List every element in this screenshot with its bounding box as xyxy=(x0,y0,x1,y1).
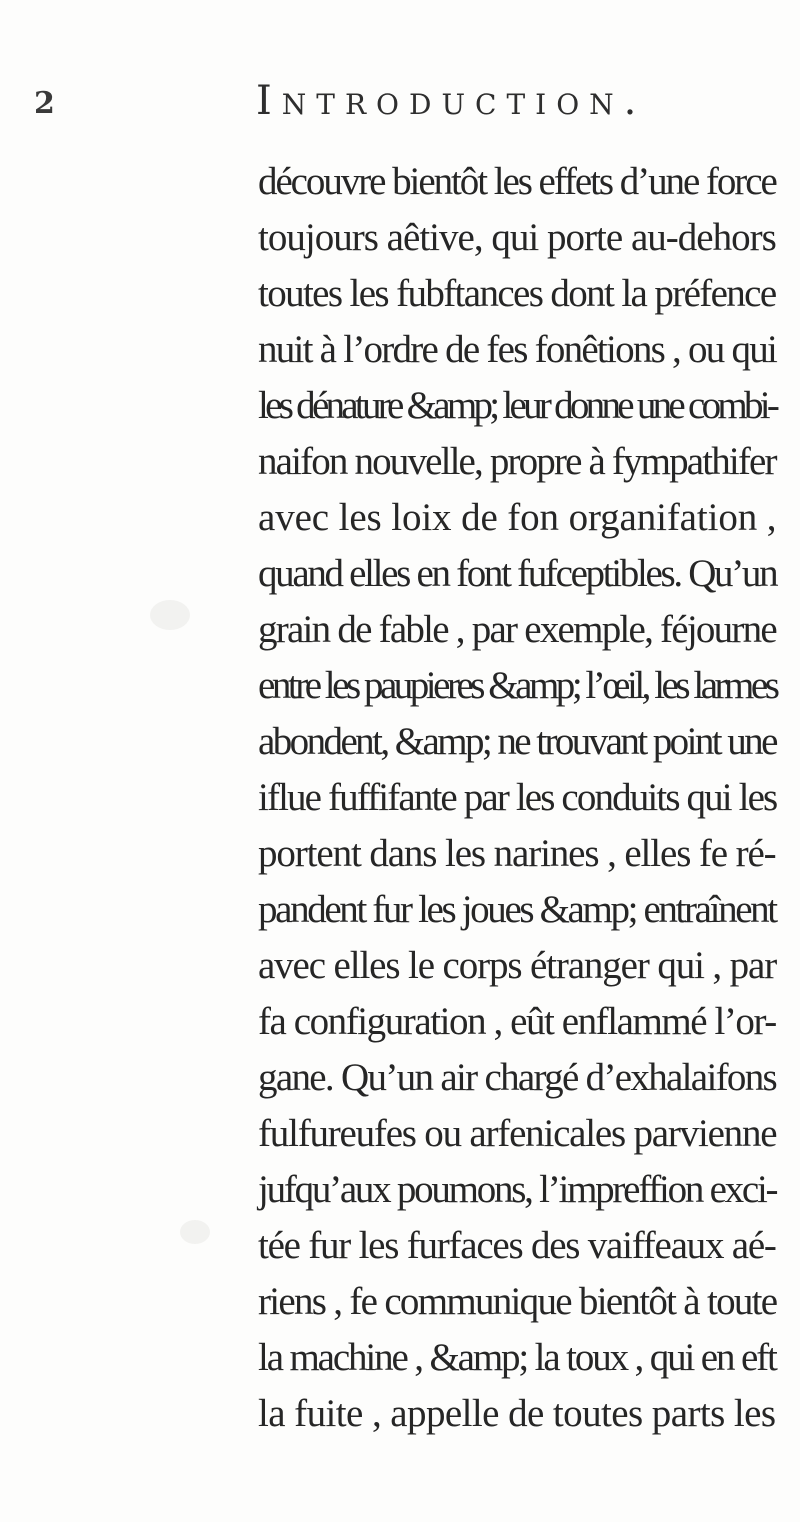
text-line: portent dans les narines , elles fe ré- xyxy=(258,832,776,875)
text-line: la fuite , appelle de toutes parts les xyxy=(258,1392,776,1435)
text-line: entre les paupieres &amp; l’œil, les larmes xyxy=(258,664,777,707)
text-line: les dénature &amp; leur donne une combi- xyxy=(258,384,777,427)
text-line: la machine , &amp; la toux , qui en eft xyxy=(258,1336,776,1379)
text-line: grain de fable , par exemple, féjourne xyxy=(258,608,776,651)
running-title: Introduction. xyxy=(256,78,647,124)
text-line: avec les loix de fon organifation , xyxy=(258,496,777,539)
text-line: riens , fe communique bientôt à toute xyxy=(258,1280,777,1323)
text-line: avec elles le corps étranger qui , par xyxy=(258,944,777,987)
text-line: jufqu’aux poumons, l’impreffion exci- xyxy=(258,1168,777,1211)
text-line: iflue fuffifante par les conduits qui les xyxy=(258,776,777,819)
text-line: toujours aêtive, qui porte au-dehors xyxy=(258,216,776,259)
text-line: fa configuration , eût enflammé l’or- xyxy=(258,1000,776,1043)
text-line: fulfureufes ou arfenicales parvienne xyxy=(258,1112,777,1155)
text-line: toutes les fubftances dont la préfence xyxy=(258,272,776,315)
text-line: tée fur les furfaces des vaiffeaux aé- xyxy=(258,1224,776,1267)
text-line: nuit à l’ordre de fes fonêtions , ou qui xyxy=(258,328,777,371)
text-line: découvre bientôt les effets d’une force xyxy=(258,160,776,203)
page-number: 2 xyxy=(34,86,55,121)
text-line: pandent fur les joues &amp; entraînent xyxy=(258,888,776,931)
text-line: gane. Qu’un air chargé d’exhalaifons xyxy=(258,1056,777,1099)
text-line: abondent, &amp; ne trouvant point une xyxy=(258,720,776,763)
text-line: naifon nouvelle, propre à fympathifer xyxy=(258,440,776,483)
text-line: quand elles en font fufceptibles. Qu’un xyxy=(258,552,777,595)
